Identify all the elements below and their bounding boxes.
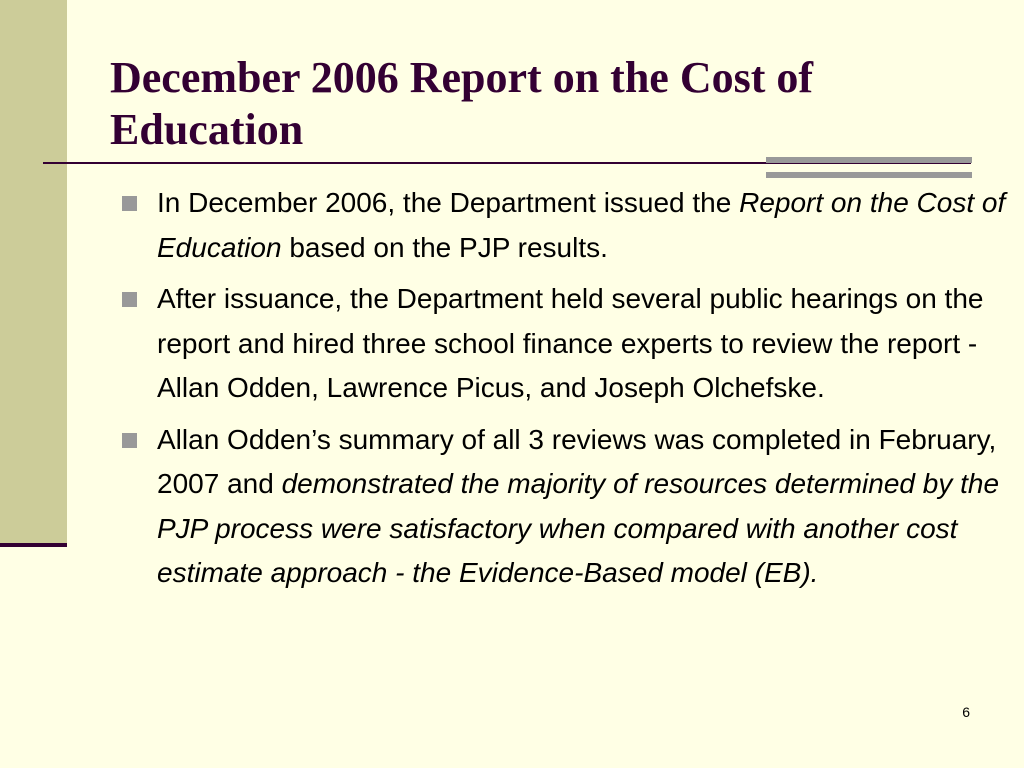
- slide-title: December 2006 Report on the Cost of Education: [110, 53, 814, 154]
- bullet-text-plain: based on the PJP results.: [281, 231, 608, 263]
- accent-bar-bottom: [766, 172, 972, 178]
- square-bullet-icon: [122, 433, 137, 448]
- square-bullet-icon: [122, 196, 137, 211]
- accent-bar-top: [766, 157, 972, 163]
- page-number: 6: [962, 704, 970, 720]
- bullet-list: [118, 181, 1008, 603]
- bullet-item: [118, 277, 1008, 411]
- square-bullet-icon: [122, 292, 137, 307]
- report-title-emphasis: Report on the Cost of Education: [157, 187, 1006, 263]
- left-band-rule: [0, 543, 67, 547]
- left-decorative-band: [0, 0, 67, 546]
- bullet-text-plain: In December 2006, the Department issued the: [157, 187, 740, 218]
- bullet-text-plain: After issuance, the Department held several public hearings on the report and hired three school finance experts to review the report - Allan Odden, Lawrence Picus, and Joseph Olchefske.: [157, 283, 984, 403]
- bullet-item: [118, 418, 1008, 596]
- conclusion-emphasis: demonstrated the majority of resources determined by the PJP process were satisfactory when compared with another cost estimate approach - the Evidence-Based model (EB).: [157, 468, 1000, 588]
- bullet-item: [118, 181, 1008, 270]
- title-accent-bars: [766, 157, 972, 178]
- bullet-text-plain: Allan Odden’s summary of all 3 reviews was completed in February, 2007 and: [157, 423, 997, 499]
